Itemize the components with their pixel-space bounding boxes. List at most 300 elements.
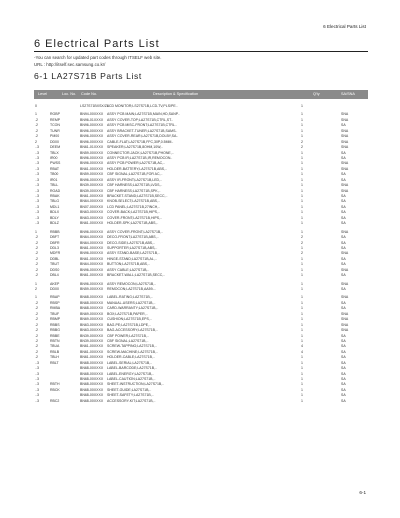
row-level: ..3 bbox=[35, 161, 39, 166]
row-qty: 1 bbox=[301, 267, 303, 272]
row-qty: 1 bbox=[301, 355, 303, 360]
row-qty: 1 bbox=[301, 328, 303, 333]
table-row bbox=[34, 399, 368, 404]
row-sa-sna: SNA bbox=[341, 145, 349, 150]
row-sa-sna: SA bbox=[341, 194, 346, 198]
row-sa-sna: SNA bbox=[341, 322, 349, 327]
row-qty: 1 bbox=[301, 161, 303, 166]
row-code-no: BN68-00XXXX bbox=[80, 295, 104, 300]
row-level: .2 bbox=[35, 123, 38, 128]
row-description: ASSY STAND-BASE;LA27S71B,.. bbox=[107, 251, 160, 256]
row-loc-no: DDBL bbox=[50, 256, 60, 261]
row-qty: 1 bbox=[301, 177, 303, 182]
row-description: LABEL-SERIAL;LA27S71B,.. bbox=[107, 360, 153, 365]
row-loc-no: RBAK bbox=[50, 194, 60, 198]
row-qty: 1 bbox=[301, 134, 303, 139]
row-sa-sna: SA bbox=[341, 210, 346, 215]
row-description: ASSY PCB POWER;LA27S71B,AC,.. bbox=[107, 161, 166, 166]
row-code-no: BN64-00XXXX bbox=[80, 262, 104, 267]
row-qty: 2 bbox=[301, 145, 303, 150]
row-description: COVER-FRONT;LA27S71B,HIPS,.. bbox=[107, 215, 163, 220]
row-qty: 1 bbox=[301, 123, 303, 128]
row-level: .2 bbox=[35, 267, 38, 272]
title-rule bbox=[34, 51, 368, 52]
row-description: ACCESSORY-KIT;LA27S71B,.. bbox=[107, 398, 156, 403]
row-loc-no: BDLX bbox=[50, 210, 60, 215]
row-description: BAG-PE;LA27S71B,LDPE,.. bbox=[107, 322, 151, 327]
row-qty: 1 bbox=[301, 166, 303, 171]
row-code-no: BN96-00XXXX bbox=[80, 134, 104, 139]
row-loc-no: REMP bbox=[50, 117, 61, 122]
row-sa-sna: SA bbox=[341, 387, 346, 392]
row-description: SHEET-INSTRUCTION;LA27S71B,.. bbox=[107, 382, 165, 387]
row-code-no: BN63-00XXXX bbox=[80, 328, 104, 333]
row-qty: 1 bbox=[301, 215, 303, 220]
row-description: ASSY COVER-TOP;LA27S71B,CTRL,ST.. bbox=[107, 117, 173, 122]
row-level: ..3 bbox=[35, 172, 39, 177]
row-loc-no: DDL3 bbox=[50, 245, 59, 250]
row-sa-sna: SA bbox=[341, 123, 346, 128]
row-sa-sna: SNA bbox=[341, 183, 349, 188]
row-code-no: BN61-00XXXX bbox=[80, 349, 104, 354]
row-loc-no: RBTH bbox=[50, 382, 60, 387]
row-loc-no: RBC2 bbox=[50, 398, 60, 403]
row-loc-no: RBLB bbox=[50, 349, 60, 354]
row-description: LABEL-RATING;LA27S71B,.. bbox=[107, 295, 153, 300]
table-row bbox=[34, 273, 368, 278]
note-url: URL : http://itself.sec.samsung.co.kr/ bbox=[34, 62, 106, 67]
row-qty: 1 bbox=[301, 204, 303, 209]
row-qty: 2 bbox=[301, 139, 303, 144]
row-loc-no: DBFT bbox=[50, 235, 60, 240]
row-qty: 1 bbox=[301, 199, 303, 204]
row-qty: 1 bbox=[301, 273, 303, 278]
row-level: 1 bbox=[35, 295, 37, 300]
row-description: BRACKET-STAND;LA27S71B,SECC,.. bbox=[107, 194, 168, 198]
row-level: .2 bbox=[35, 117, 38, 122]
row-level: .2 bbox=[35, 256, 38, 261]
row-code-no: BN39-00XXXX bbox=[80, 338, 104, 343]
row-level: ..3 bbox=[35, 177, 39, 182]
row-loc-no: IR00 bbox=[50, 155, 58, 160]
row-qty: 1 bbox=[301, 366, 303, 371]
row-sa-sna: SNA bbox=[341, 112, 349, 117]
row-loc-no: RBMP bbox=[50, 317, 61, 322]
row-sa-sna: SNA bbox=[341, 134, 349, 139]
row-level: .2 bbox=[35, 338, 38, 343]
row-description: SHEET-GUIDE;LA27S71B,.. bbox=[107, 387, 152, 392]
row-description: HINGE-STAND;LA27S71B,AL,.. bbox=[107, 256, 157, 261]
row-level: .2 bbox=[35, 251, 38, 256]
row-sa-sna: SA bbox=[341, 221, 346, 226]
row-code-no: BN69-00XXXX bbox=[80, 311, 104, 316]
column-header-sa: SA/SNA bbox=[341, 92, 355, 96]
column-header-level: Level bbox=[38, 92, 48, 96]
row-level: ..3 bbox=[35, 199, 39, 204]
row-description: ASSY IR-FRONT;LA27S71B,LED,.. bbox=[107, 177, 162, 182]
row-level: .2 bbox=[35, 311, 38, 316]
table-row bbox=[34, 287, 368, 292]
row-description: BRACKET-WALL;LA27S71B,SECC,.. bbox=[107, 273, 166, 278]
row-loc-no: DBL4 bbox=[50, 273, 59, 278]
row-code-no: BN96-00XXXX bbox=[80, 123, 104, 128]
row-qty: 1 bbox=[301, 382, 303, 387]
row-code-no: BN68-00XXXX bbox=[80, 366, 104, 371]
row-level: .2 bbox=[35, 273, 38, 278]
row-level: .2 bbox=[35, 134, 38, 139]
row-sa-sna: SA bbox=[341, 371, 346, 376]
row-code-no: BN61-00XXXX bbox=[80, 355, 104, 360]
row-sa-sna: SA bbox=[341, 155, 346, 160]
row-description: DECO-FRONT;LA27S71B,ABS,.. bbox=[107, 235, 159, 240]
row-sa-sna: SA bbox=[341, 333, 346, 338]
row-level: ..3 bbox=[35, 150, 39, 155]
row-qty: 1 bbox=[301, 300, 303, 305]
row-level: ..3 bbox=[35, 188, 39, 193]
row-sa-sna: SA bbox=[341, 245, 346, 250]
row-level: .2 bbox=[35, 128, 38, 133]
row-level: ..3 bbox=[35, 194, 39, 198]
row-code-no: BN68-00XXXX bbox=[80, 300, 104, 305]
row-qty: 2 bbox=[301, 251, 303, 256]
row-qty: 1 bbox=[301, 221, 303, 226]
row-code-no: BN59-00XXXX bbox=[80, 287, 104, 291]
row-sa-sna: SA bbox=[341, 262, 346, 267]
row-loc-no: IR01 bbox=[50, 177, 58, 182]
header-section-label: 6 Electrical Parts List bbox=[323, 24, 366, 29]
row-sa-sna: SA bbox=[341, 150, 346, 155]
row-level: ..3 bbox=[35, 382, 39, 387]
row-description: LABEL-BARCODE;LA27S71B,.. bbox=[107, 366, 157, 371]
row-qty: 1 bbox=[301, 150, 303, 155]
row-qty: 1 bbox=[301, 256, 303, 261]
row-level: ..3 bbox=[35, 204, 39, 209]
row-description: ASSY CABLE;LA27S71B,.. bbox=[107, 267, 150, 272]
row-sa-sna: SA bbox=[341, 366, 346, 371]
row-level: ..3 bbox=[35, 145, 39, 150]
row-description: ASSY COVER-FRONT;LA27S71B,.. bbox=[107, 229, 164, 234]
row-level: .2 bbox=[35, 306, 38, 311]
table-row bbox=[34, 104, 368, 109]
row-code-no: BN68-00XXXX bbox=[80, 382, 104, 387]
row-description: SCREW-MACHINE;LA27S71B,.. bbox=[107, 349, 158, 354]
row-qty: 1 bbox=[301, 398, 303, 403]
row-code-no: BN61-00XXXX bbox=[80, 256, 104, 261]
row-level: ..3 bbox=[35, 387, 39, 392]
row-description: ASSY BRACKET-TUNER;LA27S71B,SAMS.. bbox=[107, 128, 178, 133]
row-loc-no: TCON bbox=[50, 123, 60, 128]
row-code-no: BN61-00XXXX bbox=[80, 245, 104, 250]
row-code-no: BN68-00XXXX bbox=[80, 393, 104, 398]
row-loc-no: RBBS bbox=[50, 322, 60, 327]
column-header-description: Description & Specification bbox=[153, 92, 199, 96]
row-sa-sna: SNA bbox=[341, 317, 349, 322]
row-loc-no: BDLZ bbox=[50, 221, 59, 226]
row-code-no: BN64-00XXXX bbox=[80, 199, 104, 204]
row-sa-sna: SNA bbox=[341, 295, 349, 300]
row-loc-no: TBLL bbox=[50, 183, 59, 188]
row-code-no: BN96-00XXXX bbox=[80, 139, 104, 144]
row-description: LCD MONITOR;LS27S71B,LCD-TV,PLS/PE.. bbox=[107, 104, 178, 108]
row-description: SUPPORTER;LA27S71B,ABS,.. bbox=[107, 245, 158, 250]
row-qty: 1 bbox=[301, 377, 303, 381]
row-level: .2 bbox=[35, 333, 38, 338]
column-header-code: Code No. bbox=[81, 92, 98, 96]
row-sa-sna: SNA bbox=[341, 139, 349, 144]
row-level: ..3 bbox=[35, 210, 39, 215]
row-sa-sna: SA bbox=[341, 235, 346, 240]
row-description: LABEL-ENERGY;LA27S71B,.. bbox=[107, 371, 155, 376]
row-code-no: BN61-00XXXX bbox=[80, 273, 104, 278]
row-loc-no: RBBB bbox=[50, 229, 60, 234]
row-description: ASSY REMOCON;LA27S71B,.. bbox=[107, 281, 157, 286]
row-sa-sna: SNA bbox=[341, 328, 349, 333]
row-sa-sna: SA bbox=[341, 215, 346, 220]
row-sa-sna: SA bbox=[341, 349, 346, 354]
row-code-no: BN68-00XXXX bbox=[80, 387, 104, 392]
row-description: CARD-WARRANTY;LA27S71B,.. bbox=[107, 306, 159, 311]
row-qty: 1 bbox=[301, 281, 303, 286]
row-sa-sna: SA bbox=[341, 393, 346, 398]
row-loc-no: DD00 bbox=[50, 287, 59, 291]
row-level: ..3 bbox=[35, 371, 39, 376]
row-sa-sna: SA bbox=[341, 199, 346, 204]
row-qty: 1 bbox=[301, 183, 303, 188]
row-description: COVER-BACK;LA27S71B,HIPS,.. bbox=[107, 210, 160, 215]
row-level: .2 bbox=[35, 322, 38, 327]
parts-table-header bbox=[34, 90, 368, 99]
row-qty: 4 bbox=[301, 349, 303, 354]
row-sa-sna: SNA bbox=[341, 128, 349, 133]
row-loc-no: TBLG bbox=[50, 199, 60, 204]
row-qty: 1 bbox=[301, 360, 303, 365]
row-qty: 1 bbox=[301, 128, 303, 133]
row-sa-sna: SA bbox=[341, 344, 346, 349]
row-code-no: BN68-00XXXX bbox=[80, 360, 104, 365]
note-search: -You can search for updated part codes through ITSELF web site. bbox=[34, 55, 162, 60]
row-code-no: BN64-00XXXX bbox=[80, 235, 104, 240]
row-level: .2 bbox=[35, 300, 38, 305]
row-qty: 1 bbox=[301, 112, 303, 117]
row-description: HOLDER-SPK;LA27S71B,ABS,.. bbox=[107, 221, 159, 226]
row-level: .2 bbox=[35, 349, 38, 354]
row-code-no: BN68-00XXXX bbox=[80, 371, 104, 376]
row-code-no: BN59-00XXXX bbox=[80, 172, 104, 177]
row-qty: 1 bbox=[301, 117, 303, 122]
row-loc-no: RBAT bbox=[50, 166, 60, 171]
row-loc-no: RMBA bbox=[50, 306, 61, 311]
row-description: HOLDER-CABLE;LA27S71B,.. bbox=[107, 355, 155, 360]
row-loc-no: TBUF bbox=[50, 311, 60, 316]
row-level: .2 bbox=[35, 355, 38, 360]
row-level: .2 bbox=[35, 262, 38, 267]
row-sa-sna: SA bbox=[341, 398, 346, 403]
column-header-qty: Q'ty bbox=[313, 92, 320, 96]
row-qty: 1 bbox=[301, 371, 303, 376]
row-description: BOX;LA27S71B,PAPER,.. bbox=[107, 311, 148, 316]
row-description: HOLDER-BATTERY;LA27S71B,ABS,.. bbox=[107, 166, 167, 171]
column-header-loc: Loc. No. bbox=[62, 92, 77, 96]
row-loc-no: TUNR bbox=[50, 128, 60, 133]
row-qty: 1 bbox=[301, 311, 303, 316]
row-code-no: BN96-00XXXX bbox=[80, 281, 104, 286]
row-qty: 1 bbox=[301, 317, 303, 322]
row-code-no: BN96-00XXXX bbox=[80, 177, 104, 182]
row-code-no: BN69-00XXXX bbox=[80, 317, 104, 322]
row-description: ASSY PCB MAIN;LA27S71B,MAIN,HD,SANP.. bbox=[107, 112, 180, 117]
row-code-no: BN63-00XXXX bbox=[80, 322, 104, 327]
row-loc-no: DBFR bbox=[50, 240, 60, 245]
page-title: 6 Electrical Parts List bbox=[34, 38, 160, 50]
row-qty: 4 bbox=[301, 344, 303, 349]
row-loc-no: TBUT bbox=[50, 262, 60, 267]
row-level: .2 bbox=[35, 240, 38, 245]
row-level: 1 bbox=[35, 112, 37, 117]
row-sa-sna: SA bbox=[341, 273, 346, 278]
row-qty: 1 bbox=[301, 229, 303, 234]
row-loc-no: DEEM bbox=[50, 145, 61, 150]
row-level: ..3 bbox=[35, 183, 39, 188]
row-code-no: BN68-00XXXX bbox=[80, 398, 104, 403]
row-level: .2 bbox=[35, 344, 38, 349]
row-code-no: BN96-00XXXX bbox=[80, 251, 104, 256]
row-code-no: BN07-00XXXX bbox=[80, 204, 104, 209]
row-qty: 1 bbox=[301, 194, 303, 198]
row-code-no: BN63-00XXXX bbox=[80, 210, 104, 215]
row-level: ..3 bbox=[35, 166, 39, 171]
row-description: CBF SIGNAL;LA27S71B,.. bbox=[107, 338, 149, 343]
row-code-no: BN68-00XXXX bbox=[80, 306, 104, 311]
row-code-no: BN96-00XXXX bbox=[80, 161, 104, 166]
row-sa-sna: SA bbox=[341, 240, 346, 245]
row-code-no: BN39-00XXXX bbox=[80, 333, 104, 338]
row-code-no: BN59-00XXXX bbox=[80, 150, 104, 155]
row-loc-no: RBTN bbox=[50, 338, 60, 343]
row-code-no: BN61-00XXXX bbox=[80, 166, 104, 171]
row-level: ..3 bbox=[35, 398, 39, 403]
row-level: ..3 bbox=[35, 215, 39, 220]
row-loc-no: TBLX bbox=[50, 150, 59, 155]
row-sa-sna: SA bbox=[341, 177, 346, 182]
row-loc-no: PWSS bbox=[50, 161, 61, 166]
row-loc-no: AKEP bbox=[50, 281, 60, 286]
row-qty: 1 bbox=[301, 306, 303, 311]
row-description: SHEET-SAFETY;LA27S71B,.. bbox=[107, 393, 154, 398]
row-loc-no: TB00 bbox=[50, 172, 59, 177]
row-sa-sna: SA bbox=[341, 360, 346, 365]
row-code-no: BN96-00XXXX bbox=[80, 229, 104, 234]
row-loc-no: DD00 bbox=[50, 139, 59, 144]
row-sa-sna: SA bbox=[341, 355, 346, 360]
row-qty: 1 bbox=[301, 393, 303, 398]
row-loc-no: TBLH bbox=[50, 355, 59, 360]
row-loc-no: RGBP bbox=[50, 112, 60, 117]
row-level: ..3 bbox=[35, 366, 39, 371]
row-sa-sna: SA bbox=[341, 172, 346, 177]
row-sa-sna: SNA bbox=[341, 281, 349, 286]
row-code-no: BN61-00XXXX bbox=[80, 344, 104, 349]
row-sa-sna: SNA bbox=[341, 311, 349, 316]
row-sa-sna: SNA bbox=[341, 251, 349, 256]
row-description: MANUAL-USERS;LA27S71B,.. bbox=[107, 300, 156, 305]
row-loc-no: ROAD bbox=[50, 188, 61, 193]
row-sa-sna: SNA bbox=[341, 161, 349, 166]
row-qty: 2 bbox=[301, 235, 303, 240]
row-code-no: BN61-01XXXX bbox=[80, 145, 104, 150]
row-code-no: BN39-00XXXX bbox=[80, 188, 104, 193]
row-qty: 1 bbox=[301, 338, 303, 343]
row-description: BAG-ACCESSORY;LA27S71B,.. bbox=[107, 328, 158, 333]
row-code-no: BN96-00XXXX bbox=[80, 128, 104, 133]
row-sa-sna: SA bbox=[341, 256, 346, 261]
row-level: .2 bbox=[35, 235, 38, 240]
row-sa-sna: SA bbox=[341, 338, 346, 343]
row-level: ..3 bbox=[35, 377, 39, 381]
row-level: 1 bbox=[35, 281, 37, 286]
row-sa-sna: SNA bbox=[341, 188, 349, 193]
row-level: 1 bbox=[35, 229, 37, 234]
row-qty: 1 bbox=[301, 188, 303, 193]
row-code-no: LS27S71BXSX/ZX bbox=[80, 104, 110, 108]
row-sa-sna: SA bbox=[341, 204, 346, 209]
row-loc-no: BDLY bbox=[50, 215, 59, 220]
row-loc-no: RBBE bbox=[50, 333, 60, 338]
row-sa-sna: SNA bbox=[341, 117, 349, 122]
row-sa-sna: SA bbox=[341, 377, 346, 381]
row-sa-sna: SA bbox=[341, 300, 346, 305]
row-loc-no: PM00 bbox=[50, 134, 60, 139]
row-description: KNOB-SELECT;LA27S71B,ABS,.. bbox=[107, 199, 160, 204]
row-code-no: BN61-00XXXX bbox=[80, 221, 104, 226]
row-qty: 1 bbox=[301, 387, 303, 392]
row-qty: 1 bbox=[301, 210, 303, 215]
row-loc-no: MDFR bbox=[50, 251, 61, 256]
row-description: CUSHION;LA27S71B,EPS,.. bbox=[107, 317, 152, 322]
row-sa-sna: SNA bbox=[341, 267, 349, 272]
row-sa-sna: SNA bbox=[341, 166, 349, 171]
row-loc-no: TBUA bbox=[50, 344, 60, 349]
row-description: ASSY COVER-REAR;LA27S71B,DOLBY,SA.. bbox=[107, 134, 179, 139]
row-level: 0 bbox=[35, 104, 37, 108]
row-loc-no: RBAP bbox=[50, 295, 60, 300]
row-qty: 1 bbox=[301, 287, 303, 291]
row-description: SCREW-TAPPING;LA27S71B,.. bbox=[107, 344, 157, 349]
row-sa-sna: SA bbox=[341, 382, 346, 387]
row-qty: 1 bbox=[301, 245, 303, 250]
row-code-no: BN63-00XXXX bbox=[80, 215, 104, 220]
row-qty: 2 bbox=[301, 240, 303, 245]
row-sa-sna: SA bbox=[341, 287, 346, 291]
section-subtitle: 6-1 LA27S71B Parts List bbox=[34, 71, 142, 81]
row-description: CBF POWER;LA27S71B,.. bbox=[107, 333, 149, 338]
row-level: .2 bbox=[35, 328, 38, 333]
row-code-no: BN96-00XXXX bbox=[80, 155, 104, 160]
row-description: LABEL-CAUTION;LA27S71B,.. bbox=[107, 377, 156, 381]
row-code-no: BN39-00XXXX bbox=[80, 183, 104, 188]
row-level: ..3 bbox=[35, 393, 39, 398]
row-level: .2 bbox=[35, 317, 38, 322]
row-code-no: BN64-00XXXX bbox=[80, 240, 104, 245]
row-description: CBF HARNESS;LA27S71B,LVDS,.. bbox=[107, 183, 163, 188]
row-sa-sna: SNA bbox=[341, 229, 349, 234]
row-loc-no: RBBG bbox=[50, 328, 60, 333]
row-level: .2 bbox=[35, 245, 38, 250]
row-code-no: BN96-01XXXX bbox=[80, 117, 104, 122]
row-level: ..3 bbox=[35, 155, 39, 160]
row-description: ASSY PCB MISC-FRONT;LA27S71B,CTRL.. bbox=[107, 123, 177, 128]
row-description: LCD PANEL;LA27S71B,27INCH,.. bbox=[107, 204, 161, 209]
row-qty: 1 bbox=[301, 172, 303, 177]
